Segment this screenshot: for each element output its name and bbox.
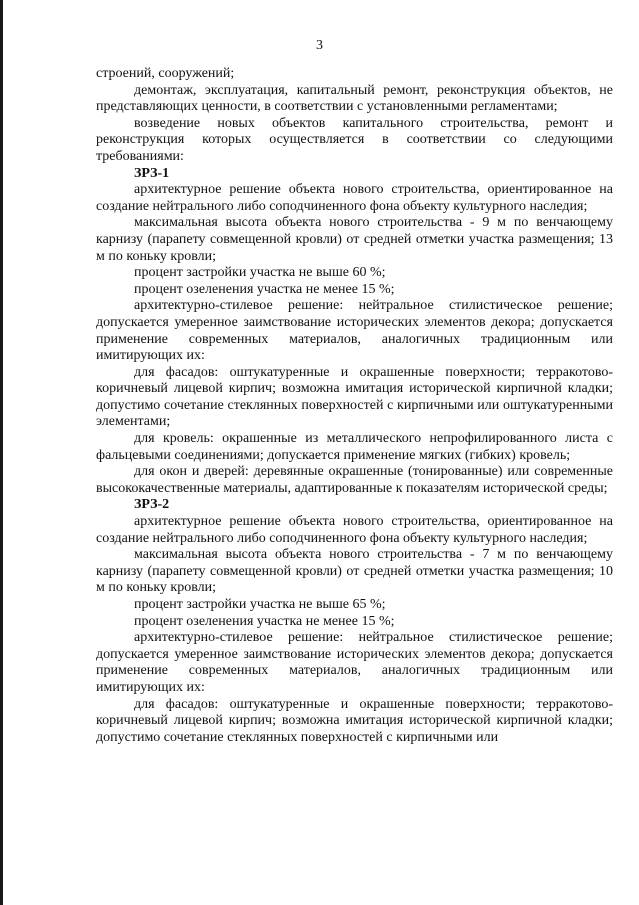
paragraph: для окон и дверей: деревянные окрашенные (тонированные) или современные высококачественные материалы, адаптированные к показателям исторической среды; xyxy=(96,464,613,496)
page-number: 3 xyxy=(316,38,323,53)
paragraph: архитектурное решение объекта нового строительства, ориентированное на создание нейтрального либо соподчиненного фона объекту культурного наследия; xyxy=(96,182,613,214)
zone-heading-zrz-2: ЗРЗ-2 xyxy=(134,497,170,513)
paragraph: для фасадов: оштукатуренные и окрашенные поверхности; терракотово-коричневый лицевой кирпич; возможна имитация исторической кирпичной кладки; допустимо сочетание стеклянных поверхностей с кирпичными или xyxy=(96,696,613,745)
paragraph: демонтаж, эксплуатация, капитальный ремонт, реконструкция объектов, не представляющих ценности, в соответствии с установленными регламентами; xyxy=(96,82,613,115)
document-body xyxy=(96,66,613,746)
paragraph: для фасадов: оштукатуренные и окрашенные поверхности; терракотово-коричневый лицевой кирпич; возможна имитация исторической кирпичной кладки; допустимо сочетание стеклянных поверхностей с кирпичными или оштукатуренными элементами; xyxy=(96,364,613,430)
paragraph: архитектурно-стилевое решение: нейтральное стилистическое решение; допускается умеренное заимствование исторических элементов декора; допускается применение современных материалов, аналогичных традиционным или имитирующих их: xyxy=(96,298,613,364)
paragraph: для кровель: окрашенные из металлического непрофилированного листа с фальцевыми соединениями; допускается применение мягких (гибких) кровель; xyxy=(96,431,613,463)
paragraph: процент застройки участка не выше 60 %; xyxy=(134,265,386,281)
paragraph: процент озеленения участка не менее 15 %; xyxy=(134,281,395,297)
paragraph-continuation: строений, сооружений; xyxy=(96,66,235,81)
zone-heading-zrz-1: ЗРЗ-1 xyxy=(134,165,170,181)
paragraph: архитектурно-стилевое решение: нейтральное стилистическое решение; допускается умеренное заимствование исторических элементов декора; допускается применение современных материалов, аналогичных традиционным или имитирующих их: xyxy=(96,630,613,695)
paragraph: процент озеленения участка не менее 15 %; xyxy=(134,613,395,629)
paragraph: возведение новых объектов капитального строительства, ремонт и реконструкция которых осуществляется в соответствии со следующими требованиями: xyxy=(96,115,613,164)
paragraph: процент застройки участка не выше 65 %; xyxy=(134,597,386,612)
scan-edge-shadow xyxy=(0,0,3,905)
paragraph: максимальная высота объекта нового строительства - 9 м по венчающему карнизу (парапету совмещенной кровли) от средней отметки участка размещения; 13 м по коньку кровли; xyxy=(96,215,613,264)
paragraph: максимальная высота объекта нового строительства - 7 м по венчающему карнизу (парапету совмещенной кровли) от средней отметки участка размещения; 10 м по коньку кровли; xyxy=(96,547,613,596)
paragraph: архитектурное решение объекта нового строительства, ориентированное на создание нейтрального либо соподчиненного фона объекту культурного наследия; xyxy=(96,514,613,546)
